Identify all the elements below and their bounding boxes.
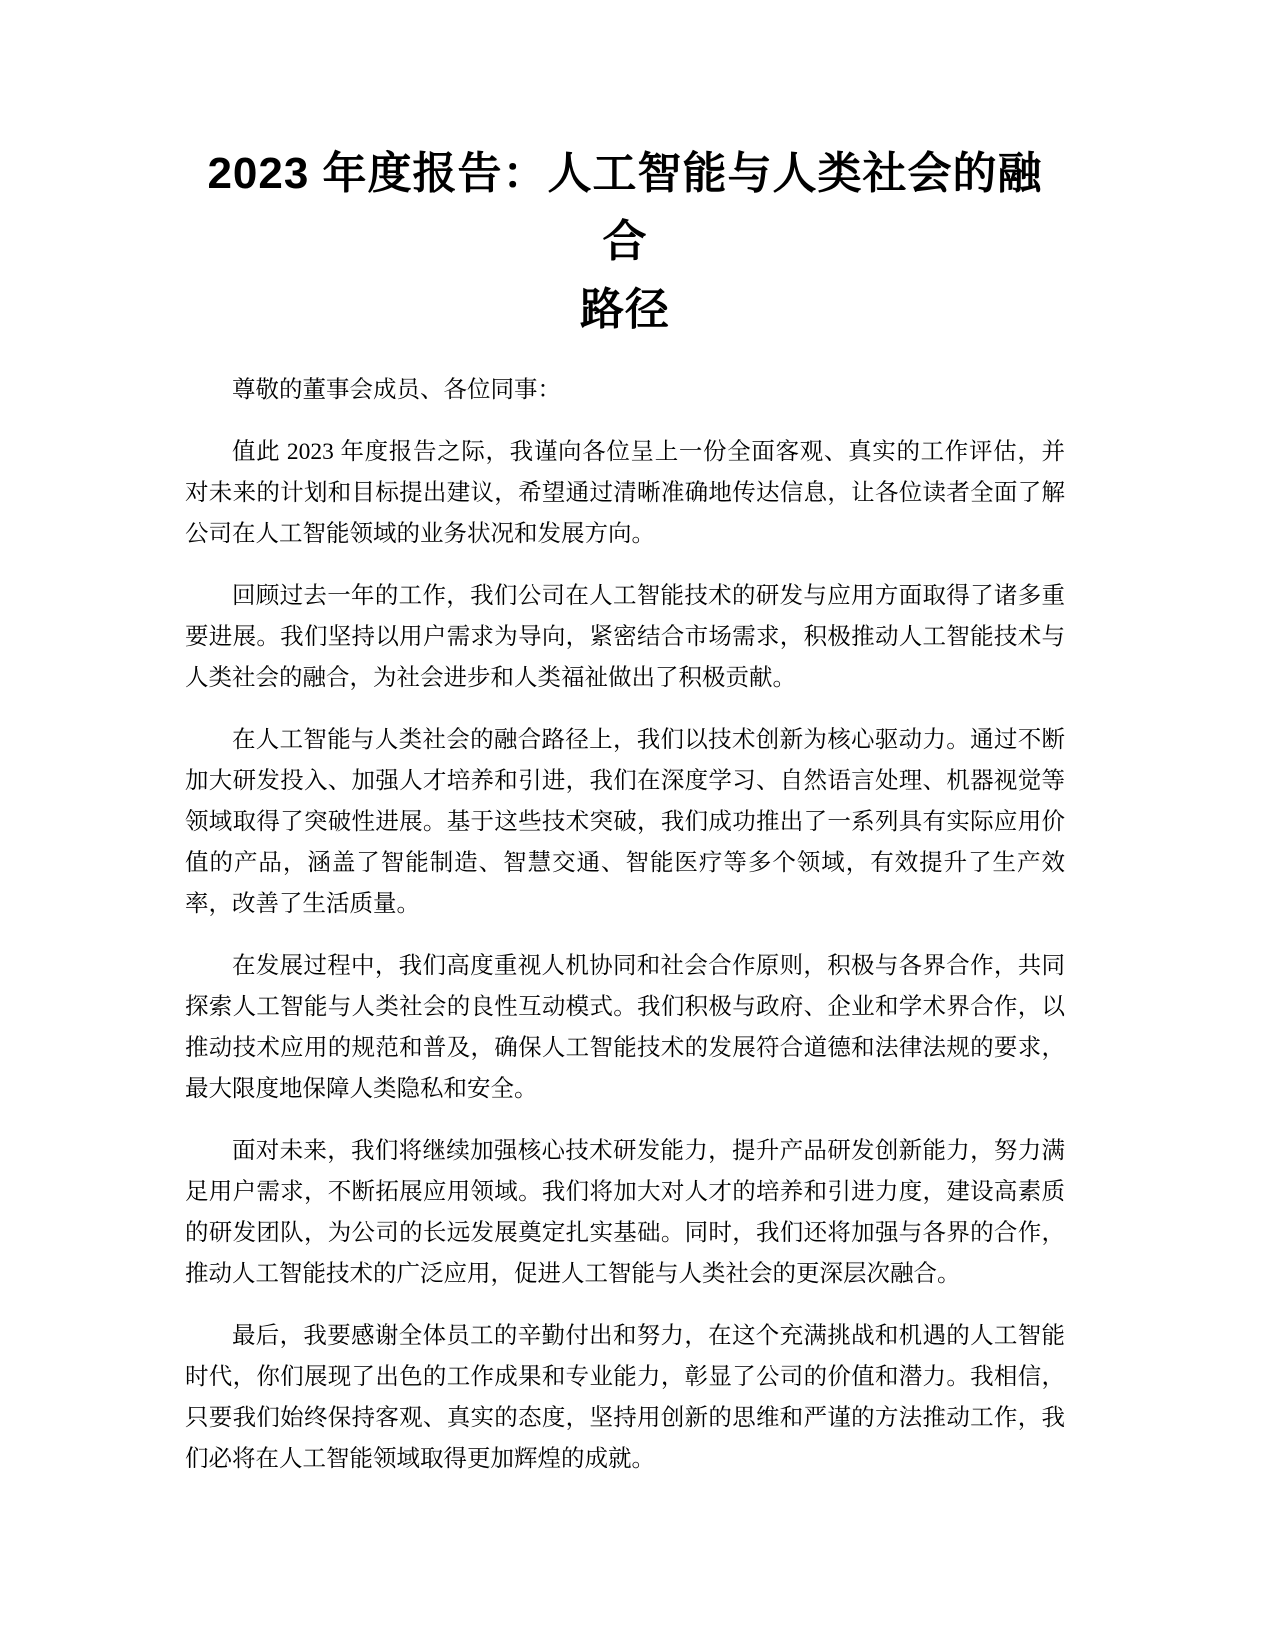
paragraph-closing: 最后，我要感谢全体员工的辛勤付出和努力，在这个充满挑战和机遇的人工智能时代，你们展现了出色的工作成果和专业能力，彰显了公司的价值和潜力。我相信，只要我们始终保持客观、真实的态度，坚持用创新的思维和严谨的方法推动工作，我们必将在人工智能领域取得更加辉煌的成就。 — [185, 1323, 1065, 1472]
paragraph-cooperation: 在发展过程中，我们高度重视人机协同和社会合作原则，积极与各界合作，共同探索人工智能与人类社会的良性互动模式。我们积极与政府、企业和学术界合作，以推动技术应用的规范和普及，确保人工智能技术的发展符合道德和法律法规的要求，最大限度地保障人类隐私和安全。 — [185, 953, 1065, 1102]
paragraph-intro: 值此 2023 年度报告之际，我谨向各位呈上一份全面客观、真实的工作评估，并对未来的计划和目标提出建议，希望通过清晰准确地传达信息，让各位读者全面了解公司在人工智能领域的业务状况和发展方向。 — [185, 439, 1065, 547]
document-page — [185, 140, 1065, 1501]
paragraph-future: 面对未来，我们将继续加强核心技术研发能力，提升产品研发创新能力，努力满足用户需求，不断拓展应用领域。我们将加大对人才的培养和引进力度，建设高素质的研发团队，为公司的长远发展奠定扎实基础。同时，我们还将加强与各界的合作，推动人工智能技术的广泛应用，促进人工智能与人类社会的更深层次融合。 — [185, 1138, 1065, 1287]
paragraph-review: 回顾过去一年的工作，我们公司在人工智能技术的研发与应用方面取得了诸多重要进展。我们坚持以用户需求为导向，紧密结合市场需求，积极推动人工智能技术与人类社会的融合，为社会进步和人类福祉做出了积极贡献。 — [185, 583, 1065, 691]
title-line-2: 路径 — [580, 285, 670, 334]
paragraph-innovation: 在人工智能与人类社会的融合路径上，我们以技术创新为核心驱动力。通过不断加大研发投入、加强人才培养和引进，我们在深度学习、自然语言处理、机器视觉等领域取得了突破性进展。基于这些技术突破，我们成功推出了一系列具有实际应用价值的产品，涵盖了智能制造、智慧交通、智能医疗等多个领域，有效提升了生产效率，改善了生活质量。 — [185, 727, 1065, 917]
title-line-1: 2023 年度报告：人工智能与人类社会的融合 — [207, 149, 1043, 266]
document-title — [185, 140, 1065, 344]
salutation: 尊敬的董事会成员、各位同事： — [232, 377, 561, 403]
